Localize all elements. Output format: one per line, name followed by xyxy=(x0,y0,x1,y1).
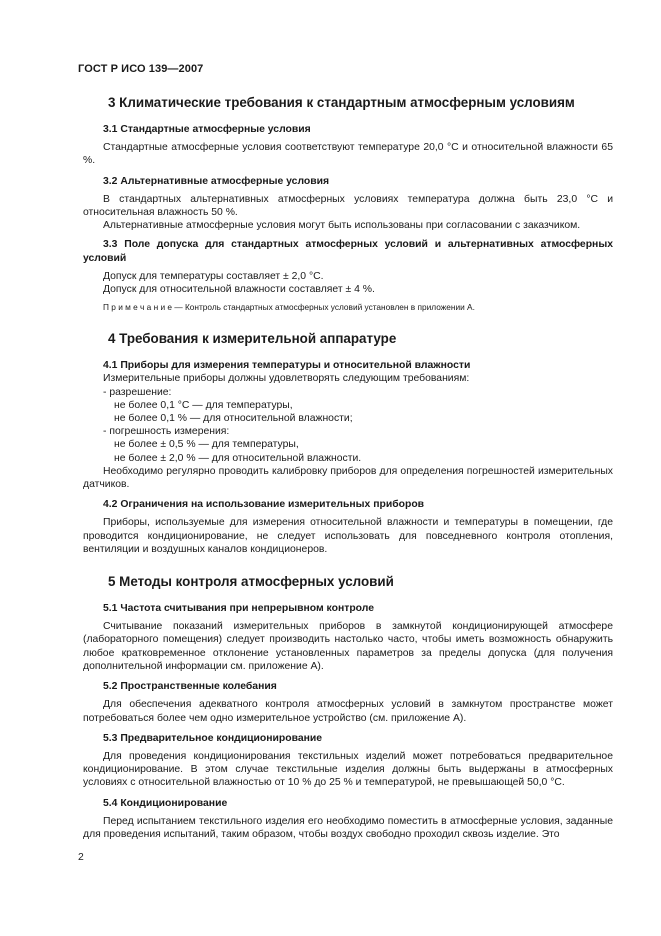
list-item: не более 0,1 % — для относительной влажности; xyxy=(114,413,353,425)
list-item: - погрешность измерения: xyxy=(103,426,230,438)
paragraph: Приборы, используемые для измерения относительной влажности и температуры в помещении, где проводится кондиционирование, не следует использовать для повседневного контроля отопления, вентиляции и воздушных каналов кондиционеров. xyxy=(83,517,613,555)
paragraph: В стандартных альтернативных атмосферных условиях температура должна быть 23,0 °С и относительная влажность 50 %. xyxy=(83,193,613,219)
paragraph: Стандартные атмосферные условия соответствуют температуре 20,0 °С и относительной влажности 65 %. xyxy=(83,142,613,167)
paragraph: Альтернативные атмосферные условия могут быть использованы при согласовании с заказчиком. xyxy=(103,220,581,232)
subsection-4-1-title: 4.1 Приборы для измерения температуры и относительной влажности xyxy=(103,360,471,372)
list-item: не более ± 0,5 % — для температуры, xyxy=(114,439,299,451)
paragraph: Перед испытанием текстильного изделия его необходимо поместить в атмосферные условия, заданные для проведения испытаний, таким образом, чтобы воздух свободно проходил сквозь изделие. Это xyxy=(83,815,613,840)
paragraph: Необходимо регулярно проводить калибровку приборов для определения погрешностей измерительных датчиков. xyxy=(83,465,613,491)
subsection-5-1-title: 5.1 Частота считывания при непрерывном контроле xyxy=(103,603,374,615)
paragraph: Считывание показаний измерительных приборов в замкнутой кондиционирующей атмосфере (лабораторного помещения) следует производить настолько часто, чтобы иметь возможность обнаружить любое кратковременное отклонение установленных параметров за пределы допуска (для получения дополнительной информации см. приложение А). xyxy=(83,621,613,672)
subsection-5-2-title: 5.2 Пространственные колебания xyxy=(103,681,277,693)
document-header: ГОСТ Р ИСО 139—2007 xyxy=(78,63,204,75)
paragraph: Для проведения кондиционирования текстильных изделий может потребоваться предварительное кондиционирование. В этом случае текстильные изделия должны быть выдержаны в атмосферных условиях с относительной влажностью от 10 % до 25 % и температурой, не превышающей 50,0 °С. xyxy=(83,750,613,789)
subsection-3-1-title: 3.1 Стандартные атмосферные условия xyxy=(103,124,311,135)
subsection-3-3-title: 3.3 Поле допуска для стандартных атмосферных условий и альтернативных атмосферных условий xyxy=(83,239,613,264)
subsection-4-2-title: 4.2 Ограничения на использование измерительных приборов xyxy=(103,499,425,511)
list-item: не более ± 2,0 % — для относительной влажности. xyxy=(114,452,362,464)
page-number: 2 xyxy=(78,852,84,863)
subsection-5-4-title: 5.4 Кондиционирование xyxy=(103,797,228,809)
section-5-title: 5 Методы контроля атмосферных условий xyxy=(108,574,394,590)
subsection-5-3-title: 5.3 Предварительное кондиционирование xyxy=(103,732,323,744)
paragraph: Допуск для относительной влажности составляет ± 4 %. xyxy=(103,284,375,296)
list-item: - разрешение: xyxy=(103,386,172,398)
note: П р и м е ч а н и е — Контроль стандартных атмосферных условий установлен в приложении А. xyxy=(103,302,475,313)
paragraph: Измерительные приборы должны удовлетворять следующим требованиям: xyxy=(103,373,470,385)
list-item: не более 0,1 °С — для температуры, xyxy=(114,399,293,411)
section-4-title: 4 Требования к измерительной аппаратуре xyxy=(108,331,397,347)
paragraph: Допуск для температуры составляет ± 2,0 °С. xyxy=(103,270,324,282)
paragraph: Для обеспечения адекватного контроля атмосферных условий в замкнутом пространстве может потребоваться более чем одно измерительное устройство (см. приложение А). xyxy=(83,699,613,724)
document-body xyxy=(83,84,613,841)
section-3-title: 3 Климатические требования к стандартным атмосферным условиям xyxy=(108,95,575,110)
subsection-3-2-title: 3.2 Альтернативные атмосферные условия xyxy=(103,175,330,187)
